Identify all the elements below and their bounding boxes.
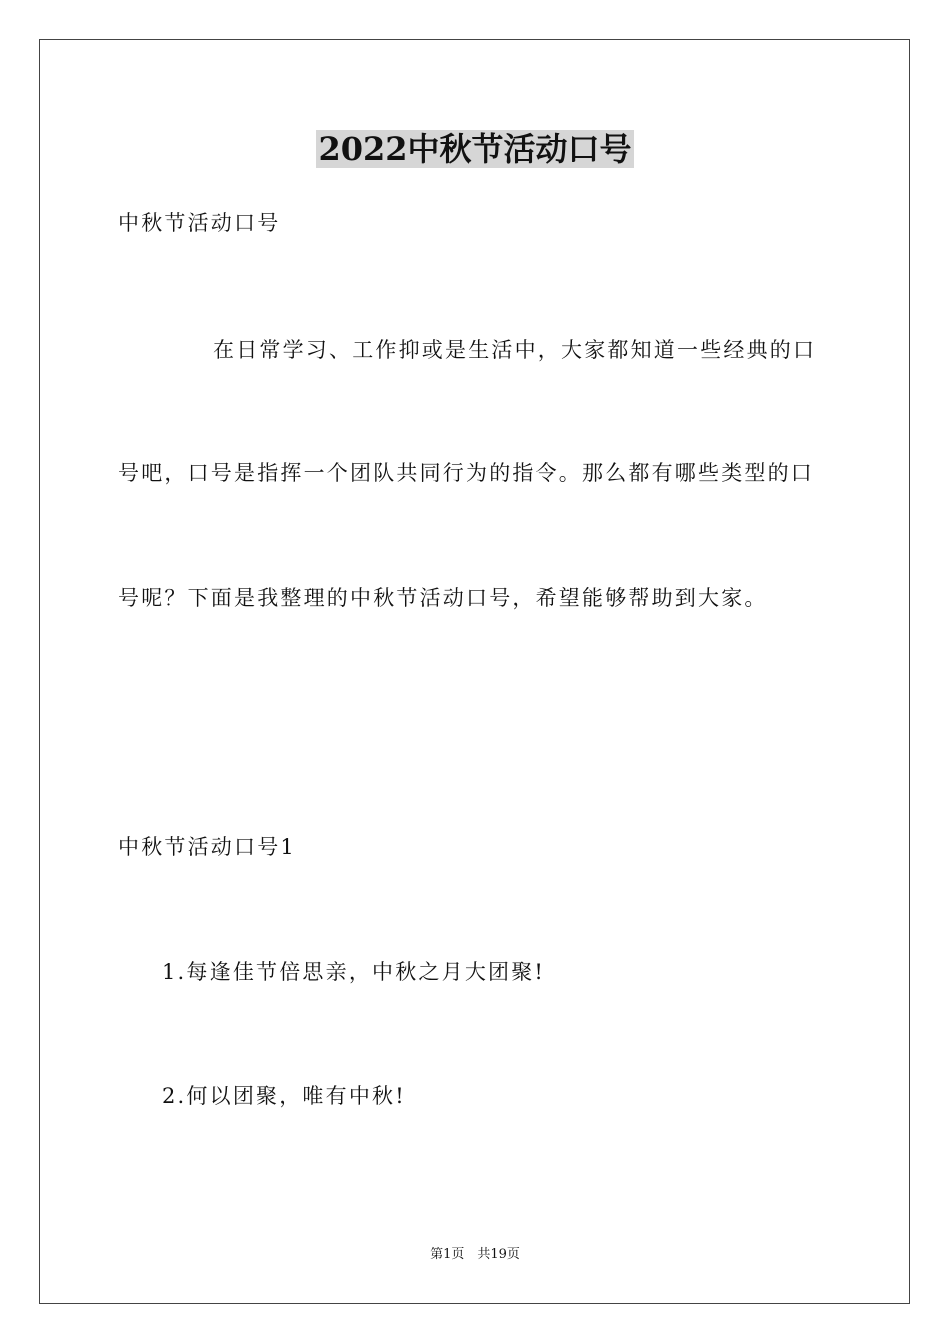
subtitle: 中秋节活动口号	[118, 211, 281, 235]
slogan-item-1: 1.每逢佳节倍思亲，中秋之月大团聚!	[162, 960, 546, 984]
intro-line-3: 号呢？下面是我整理的中秋节活动口号，希望能够帮助到大家。	[118, 586, 768, 610]
section-heading: 中秋节活动口号1	[118, 835, 296, 859]
intro-line-1: 在日常学习、工作抑或是生活中，大家都知道一些经典的口	[213, 338, 817, 362]
page-footer: 第1页 共19页	[430, 1247, 520, 1262]
slogan-item-2: 2.何以团聚，唯有中秋!	[162, 1084, 406, 1108]
intro-line-2: 号吧，口号是指挥一个团队共同行为的指令。那么都有哪些类型的口	[118, 461, 814, 485]
document-title: 2022中秋节活动口号	[318, 130, 632, 168]
